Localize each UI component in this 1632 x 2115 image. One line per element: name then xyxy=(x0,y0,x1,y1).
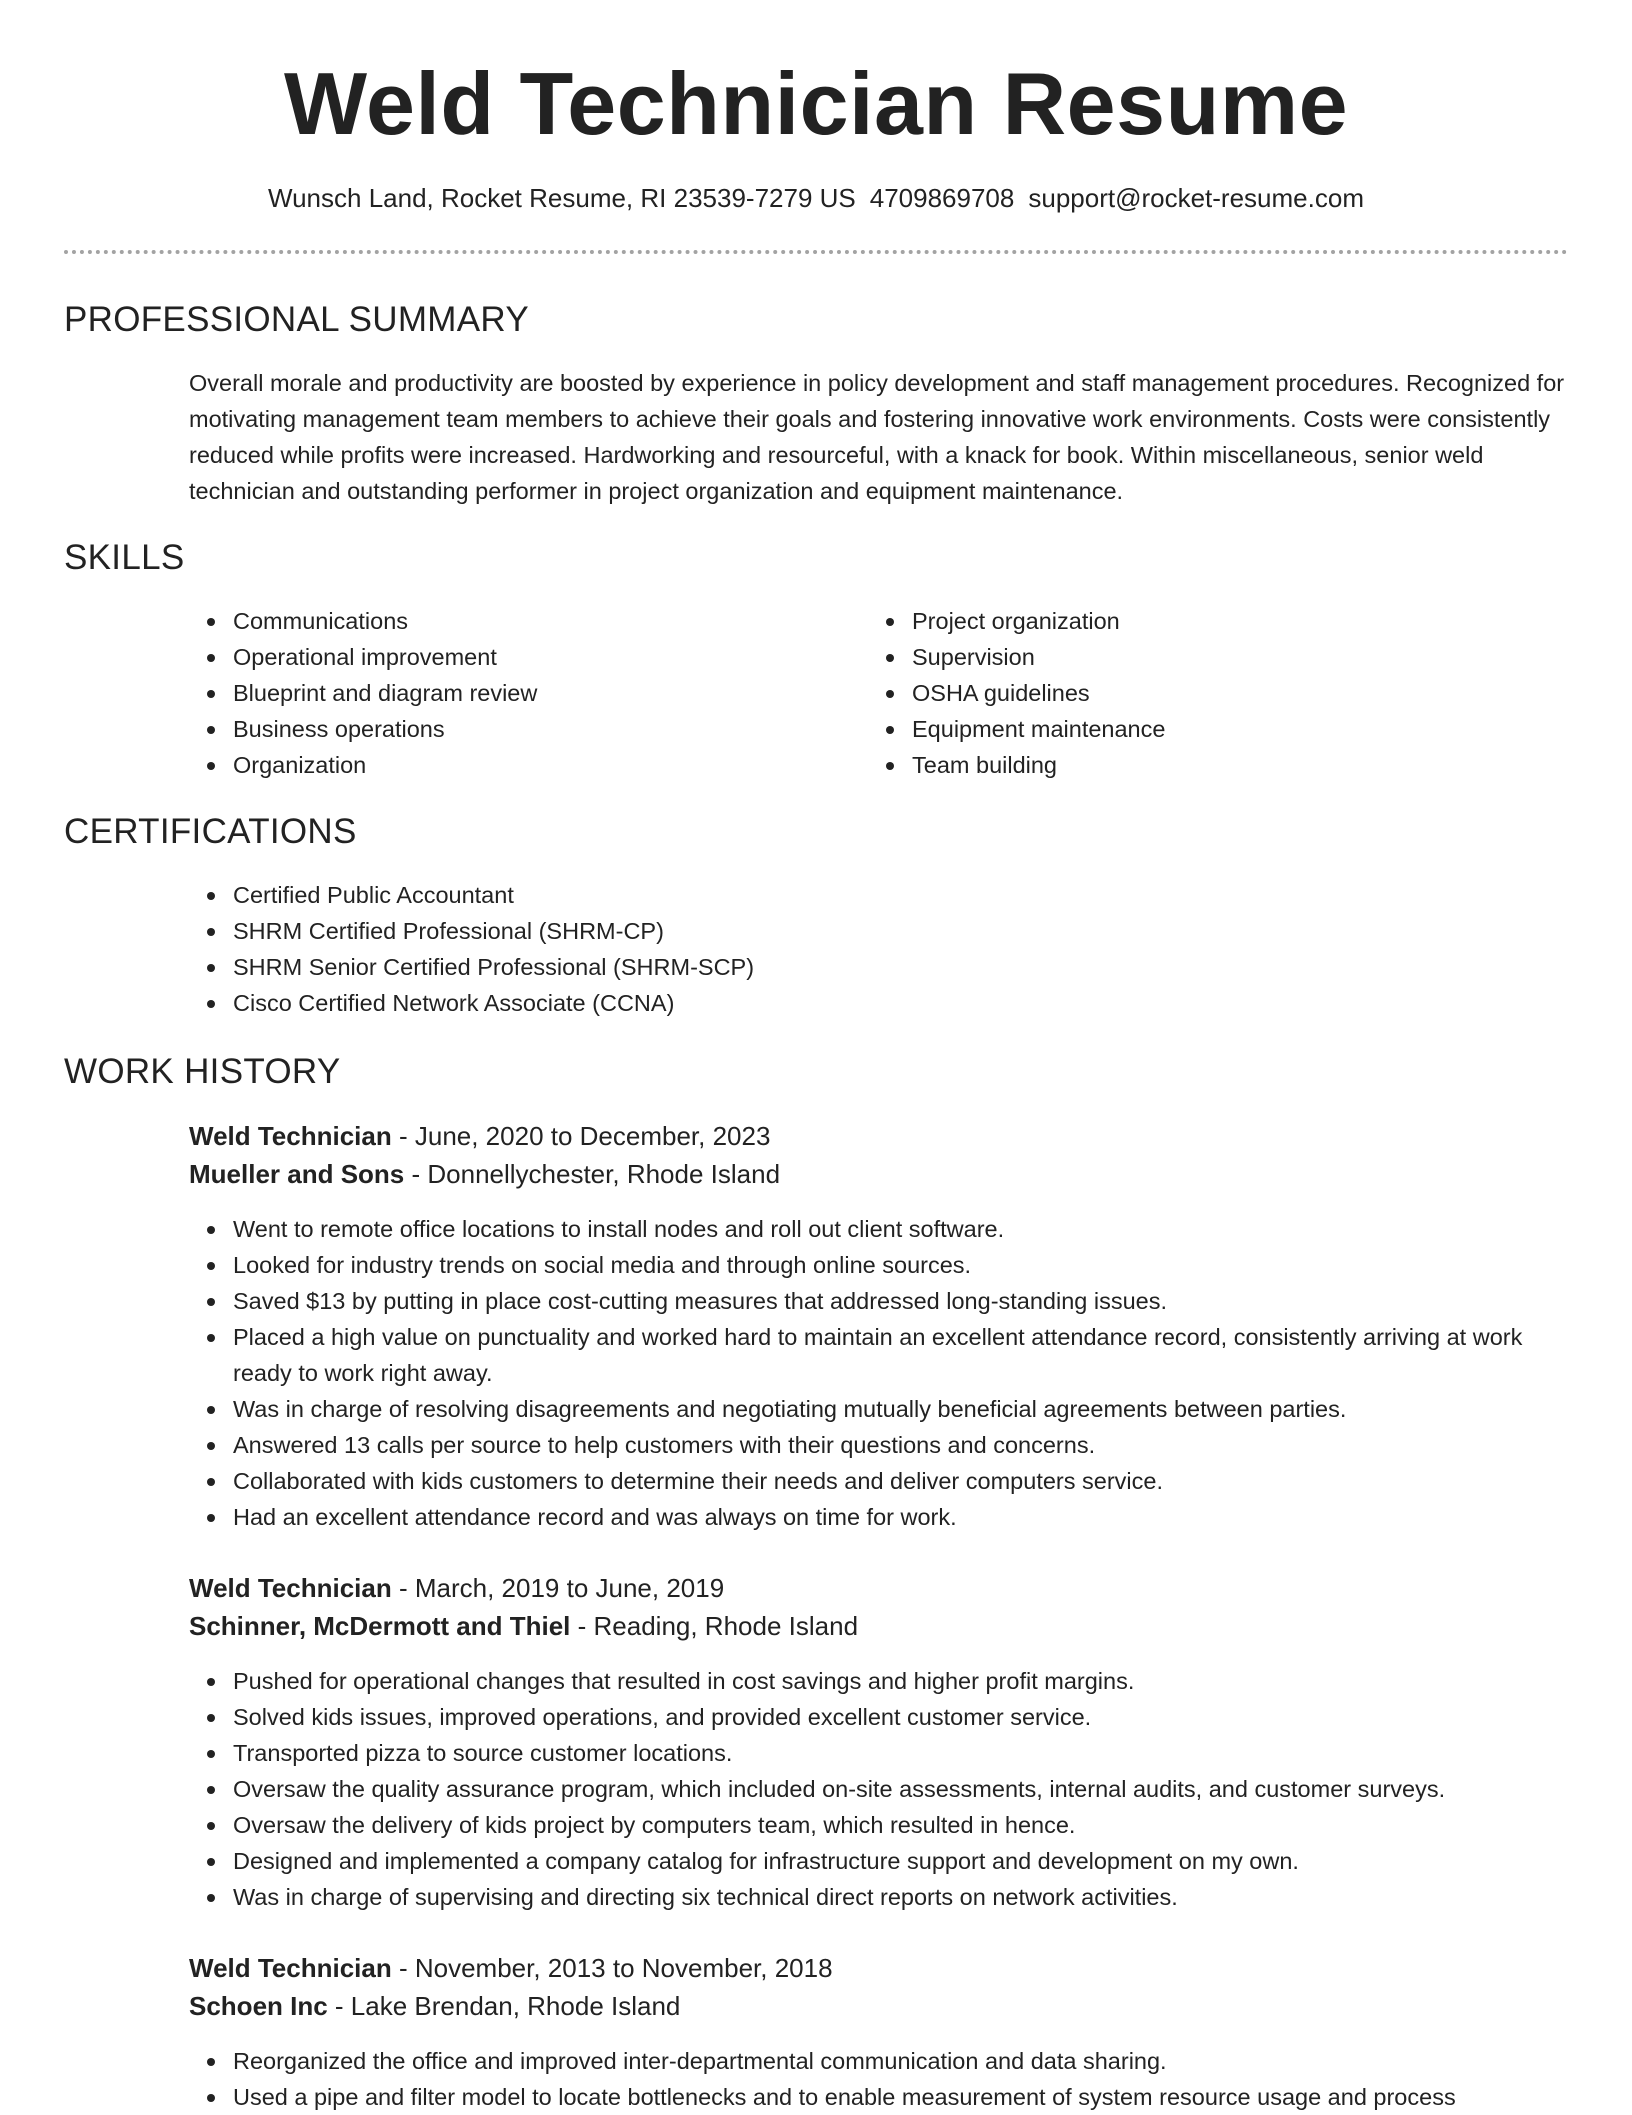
job-location: - Lake Brendan, Rhode Island xyxy=(327,1991,681,2021)
skill-item: Business operations xyxy=(233,711,833,747)
section-title-summary: PROFESSIONAL SUMMARY xyxy=(64,300,529,339)
skills-list-right xyxy=(868,603,1512,783)
job-bullets xyxy=(189,2043,1583,2115)
job-bullet: Transported pizza to source customer locations. xyxy=(233,1735,1583,1771)
certification-item: Cisco Certified Network Associate (CCNA) xyxy=(233,985,1533,1021)
job-bullet: Had an excellent attendance record and was always on time for work. xyxy=(233,1499,1583,1535)
job-company-line xyxy=(189,1987,680,2025)
job-company-line xyxy=(189,1607,858,1645)
job-title-line xyxy=(189,1949,833,1987)
job-role: Weld Technician xyxy=(189,1121,392,1151)
certifications-list xyxy=(189,877,1533,1021)
skill-item: Team building xyxy=(912,747,1512,783)
skill-item: Operational improvement xyxy=(233,639,833,675)
skill-item: Project organization xyxy=(912,603,1512,639)
job-role: Weld Technician xyxy=(189,1573,392,1603)
resume-title: Weld Technician Resume xyxy=(283,54,1349,153)
job-bullets xyxy=(189,1663,1583,1915)
job-location: - Donnellychester, Rhode Island xyxy=(404,1159,781,1189)
summary-text: Overall morale and productivity are boosted by experience in policy development and staff management procedures. Recognized for motivating management team members to achieve their goals and fostering innovative work environments. Costs were consistently reduced while profits were increased. Hardworking and resourceful, with a knack for book. Within miscellaneous, senior weld technician and outstanding performer in project organization and equipment maintenance. xyxy=(189,370,1565,504)
job-bullet: Used a pipe and filter model to locate bottlenecks and to enable measurement of system resource usage and process xyxy=(233,2079,1583,2115)
job-bullet: Saved $13 by putting in place cost-cutting measures that addressed long-standing issues. xyxy=(233,1283,1583,1319)
job-company-line xyxy=(189,1155,780,1193)
skill-item: OSHA guidelines xyxy=(912,675,1512,711)
job-bullet: Designed and implemented a company catalog for infrastructure support and development on my own. xyxy=(233,1843,1583,1879)
skill-item: Communications xyxy=(233,603,833,639)
job-bullet: Answered 13 calls per source to help customers with their questions and concerns. xyxy=(233,1427,1583,1463)
section-title-work-history: WORK HISTORY xyxy=(64,1052,341,1091)
section-title-certifications: CERTIFICATIONS xyxy=(64,812,357,851)
job-dates: - June, 2020 to December, 2023 xyxy=(391,1121,771,1151)
job-bullet: Looked for industry trends on social media and through online sources. xyxy=(233,1247,1583,1283)
job-role: Weld Technician xyxy=(189,1953,392,1983)
certification-item: Certified Public Accountant xyxy=(233,877,1533,913)
job-bullet: Pushed for operational changes that resulted in cost savings and higher profit margins. xyxy=(233,1663,1583,1699)
job-bullets xyxy=(189,1211,1583,1535)
section-title-skills: SKILLS xyxy=(64,538,185,577)
job-location: - Reading, Rhode Island xyxy=(570,1611,859,1641)
job-dates: - March, 2019 to June, 2019 xyxy=(391,1573,725,1603)
job-bullet: Was in charge of resolving disagreements and negotiating mutually beneficial agreements between parties. xyxy=(233,1391,1583,1427)
contact-address: Wunsch Land, Rocket Resume, RI 23539-7279 US xyxy=(268,183,856,213)
job-bullet: Went to remote office locations to install nodes and roll out client software. xyxy=(233,1211,1583,1247)
certification-item: SHRM Senior Certified Professional (SHRM-SCP) xyxy=(233,949,1533,985)
job-bullet: Reorganized the office and improved inter-departmental communication and data sharing. xyxy=(233,2043,1583,2079)
job-bullet: Was in charge of supervising and directing six technical direct reports on network activities. xyxy=(233,1879,1583,1915)
job-title-line xyxy=(189,1569,724,1607)
job-bullet: Oversaw the quality assurance program, which included on-site assessments, internal audits, and customer surveys. xyxy=(233,1771,1583,1807)
job-bullet: Collaborated with kids customers to determine their needs and deliver computers service. xyxy=(233,1463,1583,1499)
skill-item: Supervision xyxy=(912,639,1512,675)
skill-item: Equipment maintenance xyxy=(912,711,1512,747)
job-company: Schinner, McDermott and Thiel xyxy=(189,1611,571,1641)
contact-email: support@rocket-resume.com xyxy=(1028,183,1364,213)
job-title-line xyxy=(189,1117,770,1155)
job-company: Mueller and Sons xyxy=(189,1159,405,1189)
skills-list-left xyxy=(189,603,833,783)
certification-item: SHRM Certified Professional (SHRM-CP) xyxy=(233,913,1533,949)
job-bullet: Oversaw the delivery of kids project by computers team, which resulted in hence. xyxy=(233,1807,1583,1843)
contact-line xyxy=(0,180,1632,216)
job-bullet: Solved kids issues, improved operations, and provided excellent customer service. xyxy=(233,1699,1583,1735)
contact-phone: 4709869708 xyxy=(869,183,1015,213)
skill-item: Blueprint and diagram review xyxy=(233,675,833,711)
job-dates: - November, 2013 to November, 2018 xyxy=(391,1953,833,1983)
job-company: Schoen Inc xyxy=(189,1991,328,2021)
skill-item: Organization xyxy=(233,747,833,783)
header-divider xyxy=(64,250,1568,254)
job-bullet: Placed a high value on punctuality and worked hard to maintain an excellent attendance record, consistently arriving at work ready to work right away. xyxy=(233,1319,1583,1391)
